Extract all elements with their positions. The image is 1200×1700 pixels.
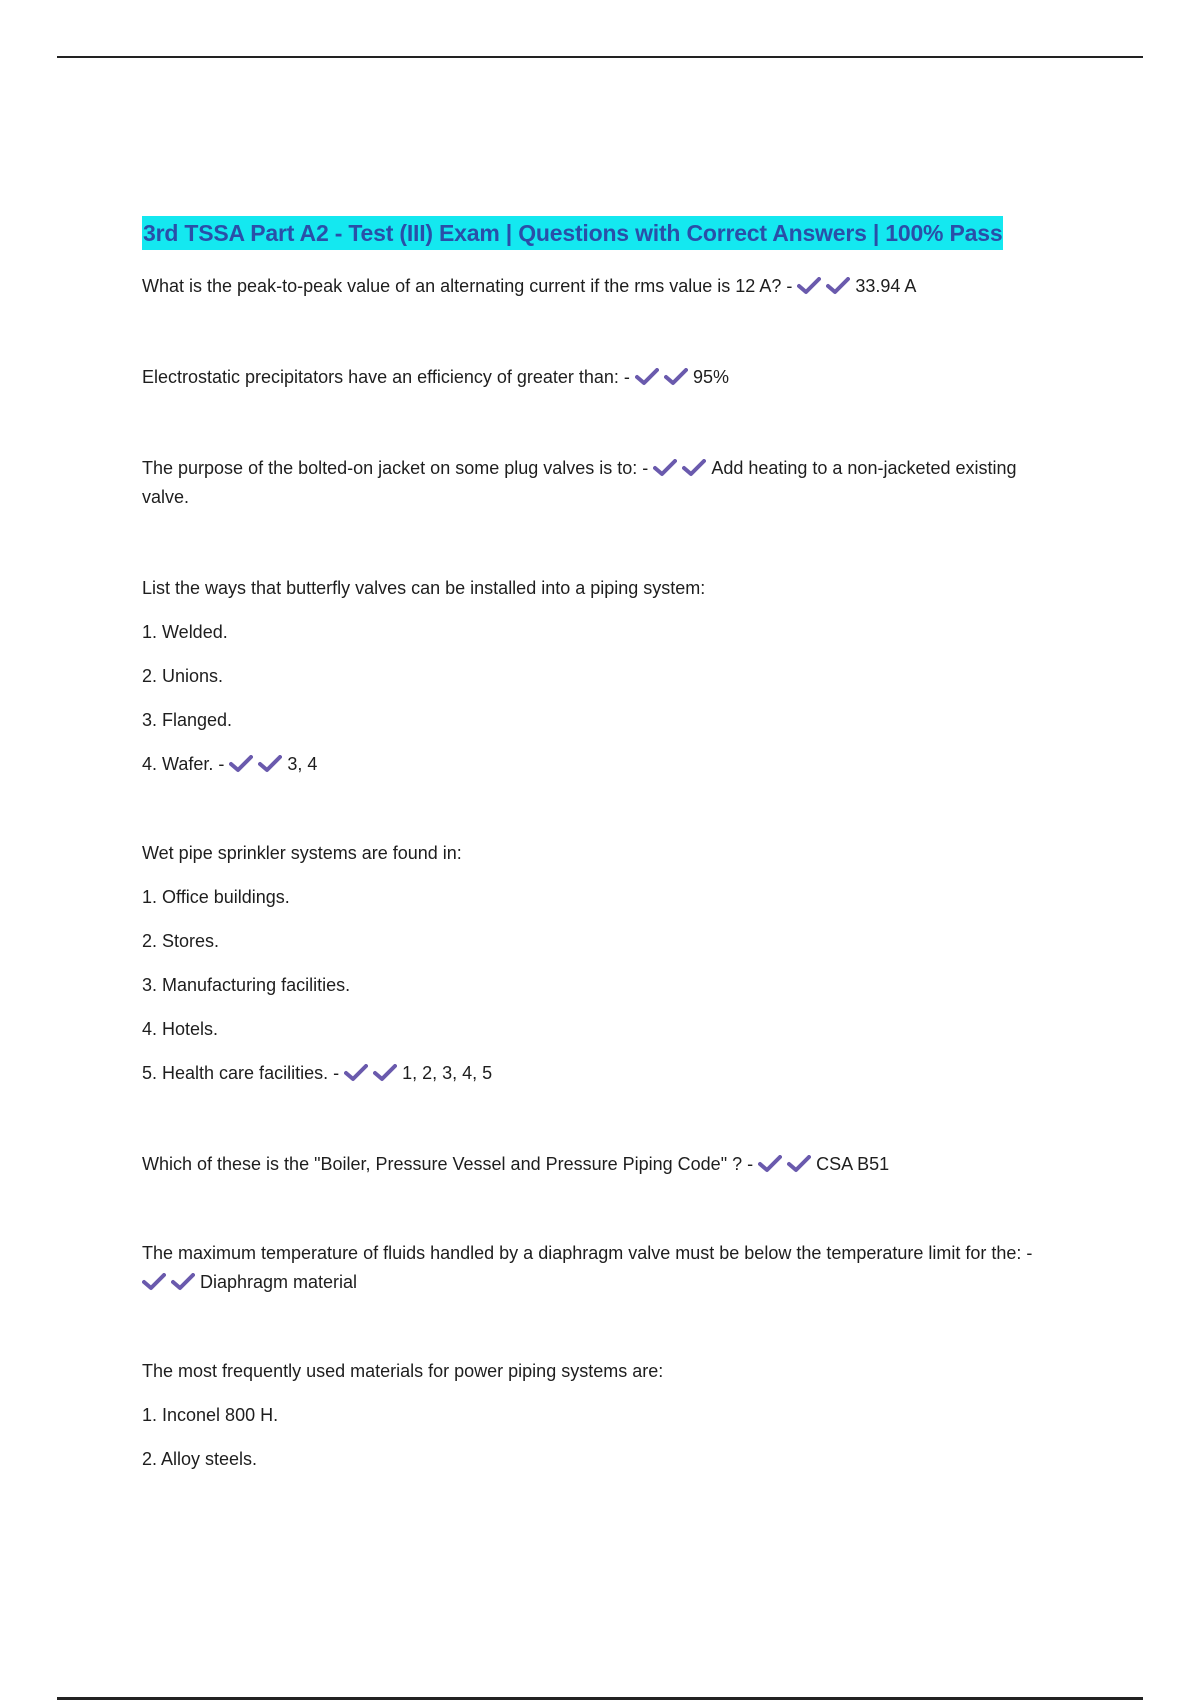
check-mark-icon [682,459,706,477]
qa-block [142,1239,1062,1297]
question-line [142,272,1062,301]
question-text: What is the peak-to-peak value of an alternating current if the rms value is 12 A? - [142,276,793,296]
answer-text: 1, 2, 3, 4, 5 [402,1063,493,1083]
list-item [142,750,1062,779]
qa-block [142,1357,1062,1474]
list-item: 3. Manufacturing facilities. [142,975,351,995]
check-mark-icon [758,1155,782,1173]
question-text: Which of these is the "Boiler, Pressure Vessel and Pressure Piping Code" ? - [142,1154,754,1174]
question-text: List the ways that butterfly valves can be installed into a piping system: [142,578,706,598]
list-item-text: 4. Wafer. - [142,754,225,774]
answer-text: 3, 4 [287,754,318,774]
check-mark-icon [142,1273,166,1291]
qa-block [142,363,1062,392]
question-line [142,574,1062,603]
check-mark-icon [664,368,688,386]
check-mark-icon [797,277,821,295]
qa-block [142,454,1062,512]
check-mark-icon [344,1064,368,1082]
list-item: 2. Alloy steels. [142,1449,258,1469]
qa-block [142,1150,1062,1179]
answer-text: 33.94 A [855,276,917,296]
check-mark-icon [826,277,850,295]
qa-block [142,272,1062,301]
question-line [142,1150,1062,1179]
question-line [142,1239,1062,1297]
list-item: 3. Flanged. [142,710,233,730]
qa-block [142,839,1062,1088]
answer-text: Diaphragm material [200,1272,358,1292]
list-item-text: 5. Health care facilities. - [142,1063,340,1083]
check-mark-icon [373,1064,397,1082]
list-item: 2. Unions. [142,666,224,686]
list-item: 1. Office buildings. [142,887,290,907]
answer-text: 95% [692,367,729,387]
list-item: 1. Inconel 800 H. [142,1405,279,1425]
check-mark-icon [635,368,659,386]
check-mark-icon [171,1273,195,1291]
list-item [142,1059,1062,1088]
question-text: The purpose of the bolted-on jacket on some plug valves is to: - [142,458,649,478]
question-text: The most frequently used materials for power piping systems are: [142,1361,664,1381]
question-text: The maximum temperature of fluids handled by a diaphragm valve must be below the temperature limit for the: - [142,1243,1033,1263]
check-mark-icon [653,459,677,477]
question-line [142,363,1062,392]
answer-text: Add heating to a non-jacketed existing valve. [142,458,1017,507]
list-item: 2. Stores. [142,931,220,951]
question-text: Electrostatic precipitators have an efficiency of greater than: - [142,367,630,387]
document-body [142,216,1062,1474]
list-item: 1. Welded. [142,622,228,642]
page-top-rule [57,56,1143,58]
qa-block [142,574,1062,779]
question-line [142,1357,1062,1386]
answer-text: CSA B51 [816,1154,890,1174]
check-mark-icon [787,1155,811,1173]
question-line [142,454,1062,512]
list-item: 4. Hotels. [142,1019,219,1039]
check-mark-icon [258,755,282,773]
check-mark-icon [229,755,253,773]
document-title: 3rd TSSA Part A2 - Test (III) Exam | Questions with Correct Answers | 100% Pass [142,216,1003,250]
question-line [142,839,1062,868]
question-text: Wet pipe sprinkler systems are found in: [142,843,462,863]
